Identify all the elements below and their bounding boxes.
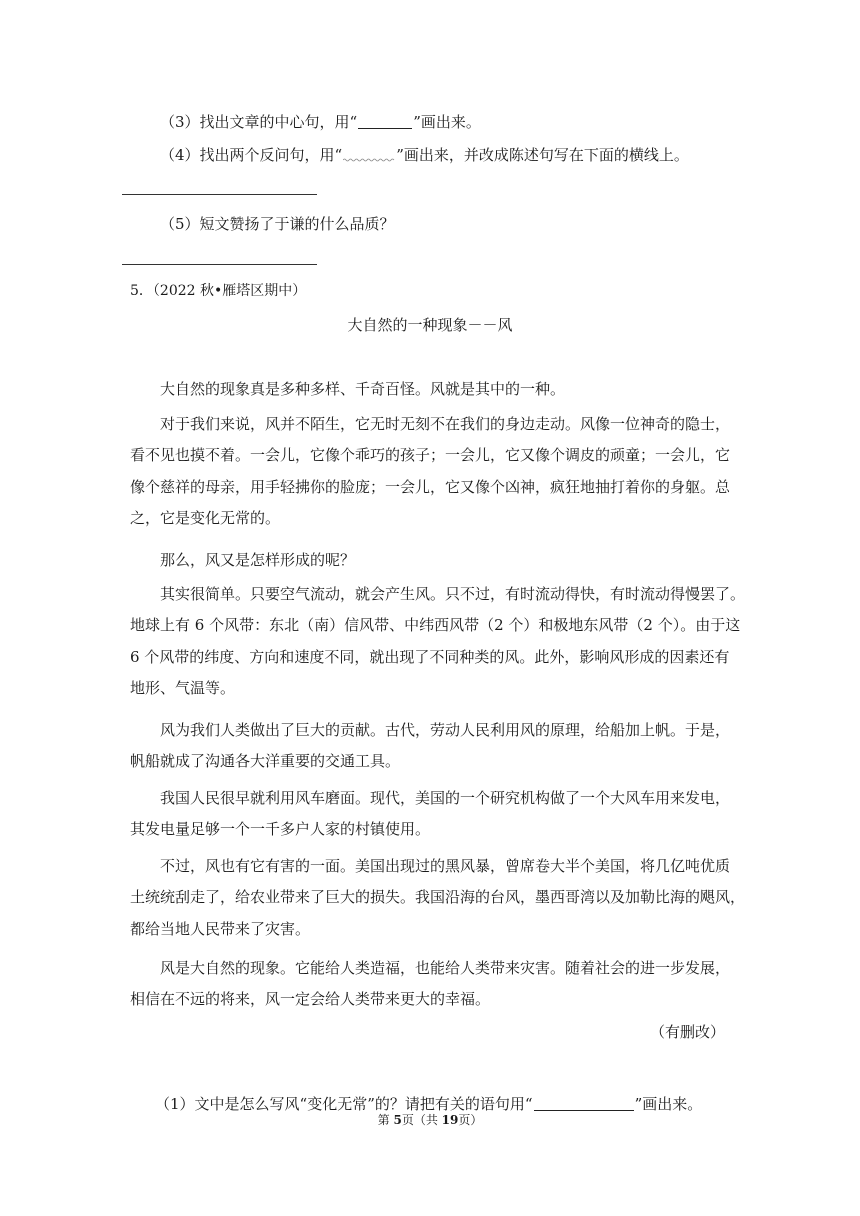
paragraph-line: 地形、气温等。	[130, 678, 236, 697]
straight-underline-blank	[358, 128, 412, 129]
paragraph-line: 那么，风又是怎样形成的呢？	[130, 551, 356, 569]
paragraph-line: 不过，风也有它有害的一面。美国出现过的黑风暴，曾席卷大半个美国，将几亿吨优质	[130, 857, 731, 875]
problem-header	[130, 281, 306, 301]
paragraph-1	[130, 374, 730, 405]
sub-question-1-tail: ”画出来。	[634, 1095, 703, 1113]
paragraph-line: 之，它是变化无常的。	[130, 508, 281, 527]
paragraph-line: 相信在不远的将来，风一定会给人类带来更大的幸福。	[130, 990, 491, 1009]
paragraph-6	[130, 783, 730, 846]
paragraph-4	[130, 579, 746, 704]
source-note	[650, 1022, 725, 1042]
paragraph-line: 我国人民很早就利用风车磨面。现代，美国的一个研究机构做了一个大风车用来发电，	[130, 789, 731, 807]
question-5	[160, 214, 395, 234]
wavy-underline-blank	[343, 152, 395, 162]
answer-line-4[interactable]	[122, 194, 317, 195]
paragraph-line: 看不见也摸不着。一会儿，它像个乖巧的孩子；一会儿，它又像个调皮的顽童；一会儿，它	[130, 446, 731, 465]
footer-suffix: 页）	[458, 1113, 483, 1127]
question-4-tail: ”画出来，并改成陈述句写在下面的横线上。	[396, 146, 689, 164]
question-3-text: （3）找出文章的中心句，用“	[160, 113, 358, 131]
paragraph-line: 地球上有 6 个风带：东北（南）信风带、中纬西风带（2 个）和极地东风带（2 个）。由于这	[130, 616, 741, 635]
paragraph-7	[130, 851, 746, 945]
sub-question-1-text: （1）文中是怎么写风“变化无常”的？请把有关的语句用“	[155, 1095, 533, 1113]
paragraph-line: 风为我们人类做出了巨大的贡献。古代，劳动人民利用风的原理，给船加上帆。于是，	[130, 721, 731, 739]
paragraph-line: 对于我们来说，风并不陌生，它无时无刻不在我们的身边走动。风像一位神奇的隐士，	[130, 415, 731, 433]
page-footer	[0, 1111, 860, 1128]
footer-middle: 页（共	[401, 1113, 442, 1127]
problem-header-text: 5．（2022 秋•雁塔区期中）	[130, 283, 307, 299]
total-pages: 19	[441, 1113, 459, 1127]
question-5-text: （5）短文赞扬了于谦的什么品质？	[160, 215, 395, 233]
paragraph-3	[130, 545, 730, 576]
paragraph-8	[130, 953, 730, 1016]
paragraph-line: 土统统刮走了，给农业带来了巨大的损失。我国沿海的台风，墨西哥湾以及加勒比海的飓风，	[130, 888, 746, 907]
question-4	[160, 145, 689, 165]
article-title	[0, 315, 860, 335]
question-4-text: （4）找出两个反问句，用“	[160, 146, 343, 164]
footer-prefix: 第	[377, 1113, 394, 1127]
paragraph-line: 像个慈祥的母亲，用手轻拂你的脸庞；一会儿，它又像个凶神，疯狂地抽打着你的身躯。总	[130, 477, 731, 496]
paragraph-line: 帆船就成了沟通各大洋重要的交通工具。	[130, 752, 401, 771]
question-3-tail: ”画出来。	[413, 113, 481, 131]
source-note-text: （有删改）	[649, 1023, 725, 1041]
paragraph-5	[130, 715, 730, 778]
paragraph-line: 6 个风带的纬度、方向和速度不同，就出现了不同种类的风。此外，影响风形成的因素还有	[130, 647, 730, 666]
article-title-text: 大自然的一种现象－－风	[347, 316, 513, 334]
paragraph-line: 风是大自然的现象。它能给人类造福，也能给人类带来灾害。随着社会的进一步发展，	[130, 959, 731, 977]
paragraph-line: 都给当地人民带来了灾害。	[130, 919, 311, 938]
paragraph-line: 大自然的现象真是多种多样、千奇百怪。风就是其中的一种。	[130, 380, 566, 398]
answer-line-5[interactable]	[122, 264, 317, 265]
paragraph-2	[130, 409, 730, 534]
page-number: 5	[393, 1113, 402, 1127]
paragraph-line: 其发电量足够一个一千多户人家的村镇使用。	[130, 820, 431, 839]
question-3	[160, 112, 481, 132]
paragraph-line: 其实很简单。只要空气流动，就会产生风。只不过，有时流动得快，有时流动得慢罢了。	[130, 585, 746, 603]
